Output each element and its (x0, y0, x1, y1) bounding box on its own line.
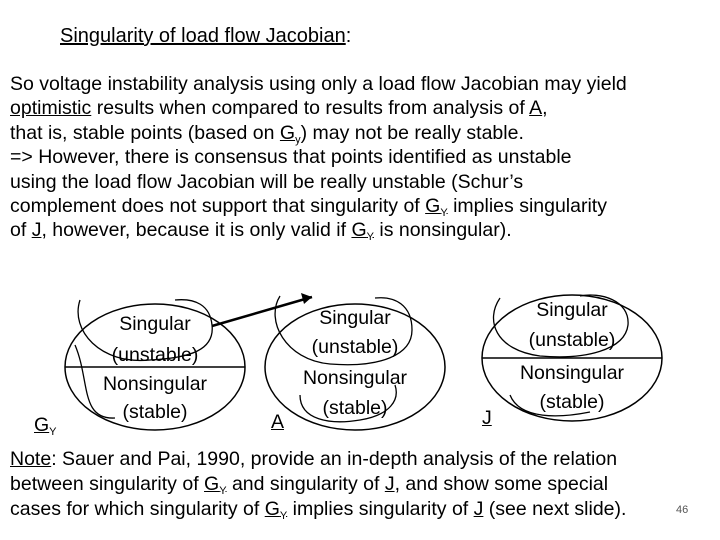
paragraph-text: of (10, 219, 32, 242)
matrix-g-subscript: Y (219, 485, 227, 497)
gy-letter: G (34, 414, 50, 436)
note-text: between singularity of (10, 473, 205, 495)
paragraph-text: is nonsingular). (373, 219, 512, 242)
note-text: : Sauer and Pai, 1990, provide an in-depth analysis of the relation (51, 448, 618, 470)
matrix-a-ref: A (529, 97, 543, 120)
matrix-j-ref: J (473, 498, 484, 520)
paragraph-line: using the load flow Jacobian will be really unstable (Schur’s (10, 170, 524, 193)
matrix-g-subscript: Y (279, 510, 288, 522)
title-text: Singularity of load flow Jacobian (60, 25, 346, 47)
a-singular-label: Singular (319, 307, 391, 329)
j-stable-label: (stable) (539, 391, 605, 413)
j-nonsingular-label: Nonsingular (519, 362, 625, 384)
gy-matrix-label (34, 413, 57, 437)
j-matrix-label: J (482, 407, 492, 429)
matrix-g-letter: G (264, 498, 280, 520)
paragraph-text: complement does not support that singularity of (10, 195, 426, 218)
matrix-g-subscript: Y (440, 207, 448, 220)
matrix-g-letter: G (204, 473, 220, 495)
note-line (10, 497, 715, 522)
note-text: cases for which singularity of (10, 498, 265, 520)
matrix-g-subscript: Y (366, 231, 374, 244)
a-unstable-label: (unstable) (311, 336, 399, 358)
a-matrix-label: A (271, 411, 285, 433)
paragraph-text: , (542, 97, 548, 120)
optimistic-word: optimistic (10, 97, 92, 120)
matrix-g-letter: G (351, 219, 367, 242)
page-number: 46 (676, 504, 689, 516)
matrix-j-ref: J (31, 219, 42, 242)
matrix-g-letter: G (279, 121, 296, 144)
matrix-g-ref (265, 498, 288, 520)
gy-subscript: Y (49, 426, 57, 438)
paragraph-text: ) may not be really stable. (300, 121, 524, 144)
a-stable-label: (stable) (322, 397, 388, 419)
paragraph-text: , however, because it is only valid if (41, 219, 352, 242)
gy-nonsingular-label: Nonsingular (102, 373, 208, 395)
note-label: Note (10, 448, 52, 470)
note-text: and singularity of (226, 473, 385, 495)
note-text: implies singularity of (287, 498, 474, 520)
gy-unstable-label: (unstable) (111, 344, 199, 366)
note-text: , and show some special (394, 473, 609, 495)
gy-singular-label: Singular (119, 313, 191, 335)
paragraph-line: => However, there is consensus that points identified as unstable (10, 146, 572, 169)
note-text: (see next slide). (483, 498, 627, 520)
matrix-g-ref (204, 473, 227, 495)
paragraph-text: results when compared to results from analysis of (91, 97, 530, 120)
a-nonsingular-label: Nonsingular (302, 367, 408, 389)
paragraph-text: implies singularity (447, 195, 607, 218)
gy-stable-label: (stable) (122, 401, 188, 423)
matrix-g-letter: G (425, 195, 441, 218)
matrix-g-subscript: y (295, 133, 301, 146)
paragraph-line: So voltage instability analysis using only a load flow Jacobian may yield (10, 73, 627, 95)
note-line (10, 447, 715, 472)
note-line (10, 472, 715, 497)
note-block (10, 447, 715, 522)
matrix-j-ref: J (384, 473, 395, 495)
j-singular-label: Singular (536, 299, 608, 321)
paragraph-text: that is, stable points (based on (10, 121, 280, 144)
j-unstable-label: (unstable) (528, 329, 616, 351)
title-colon: : (345, 25, 352, 47)
